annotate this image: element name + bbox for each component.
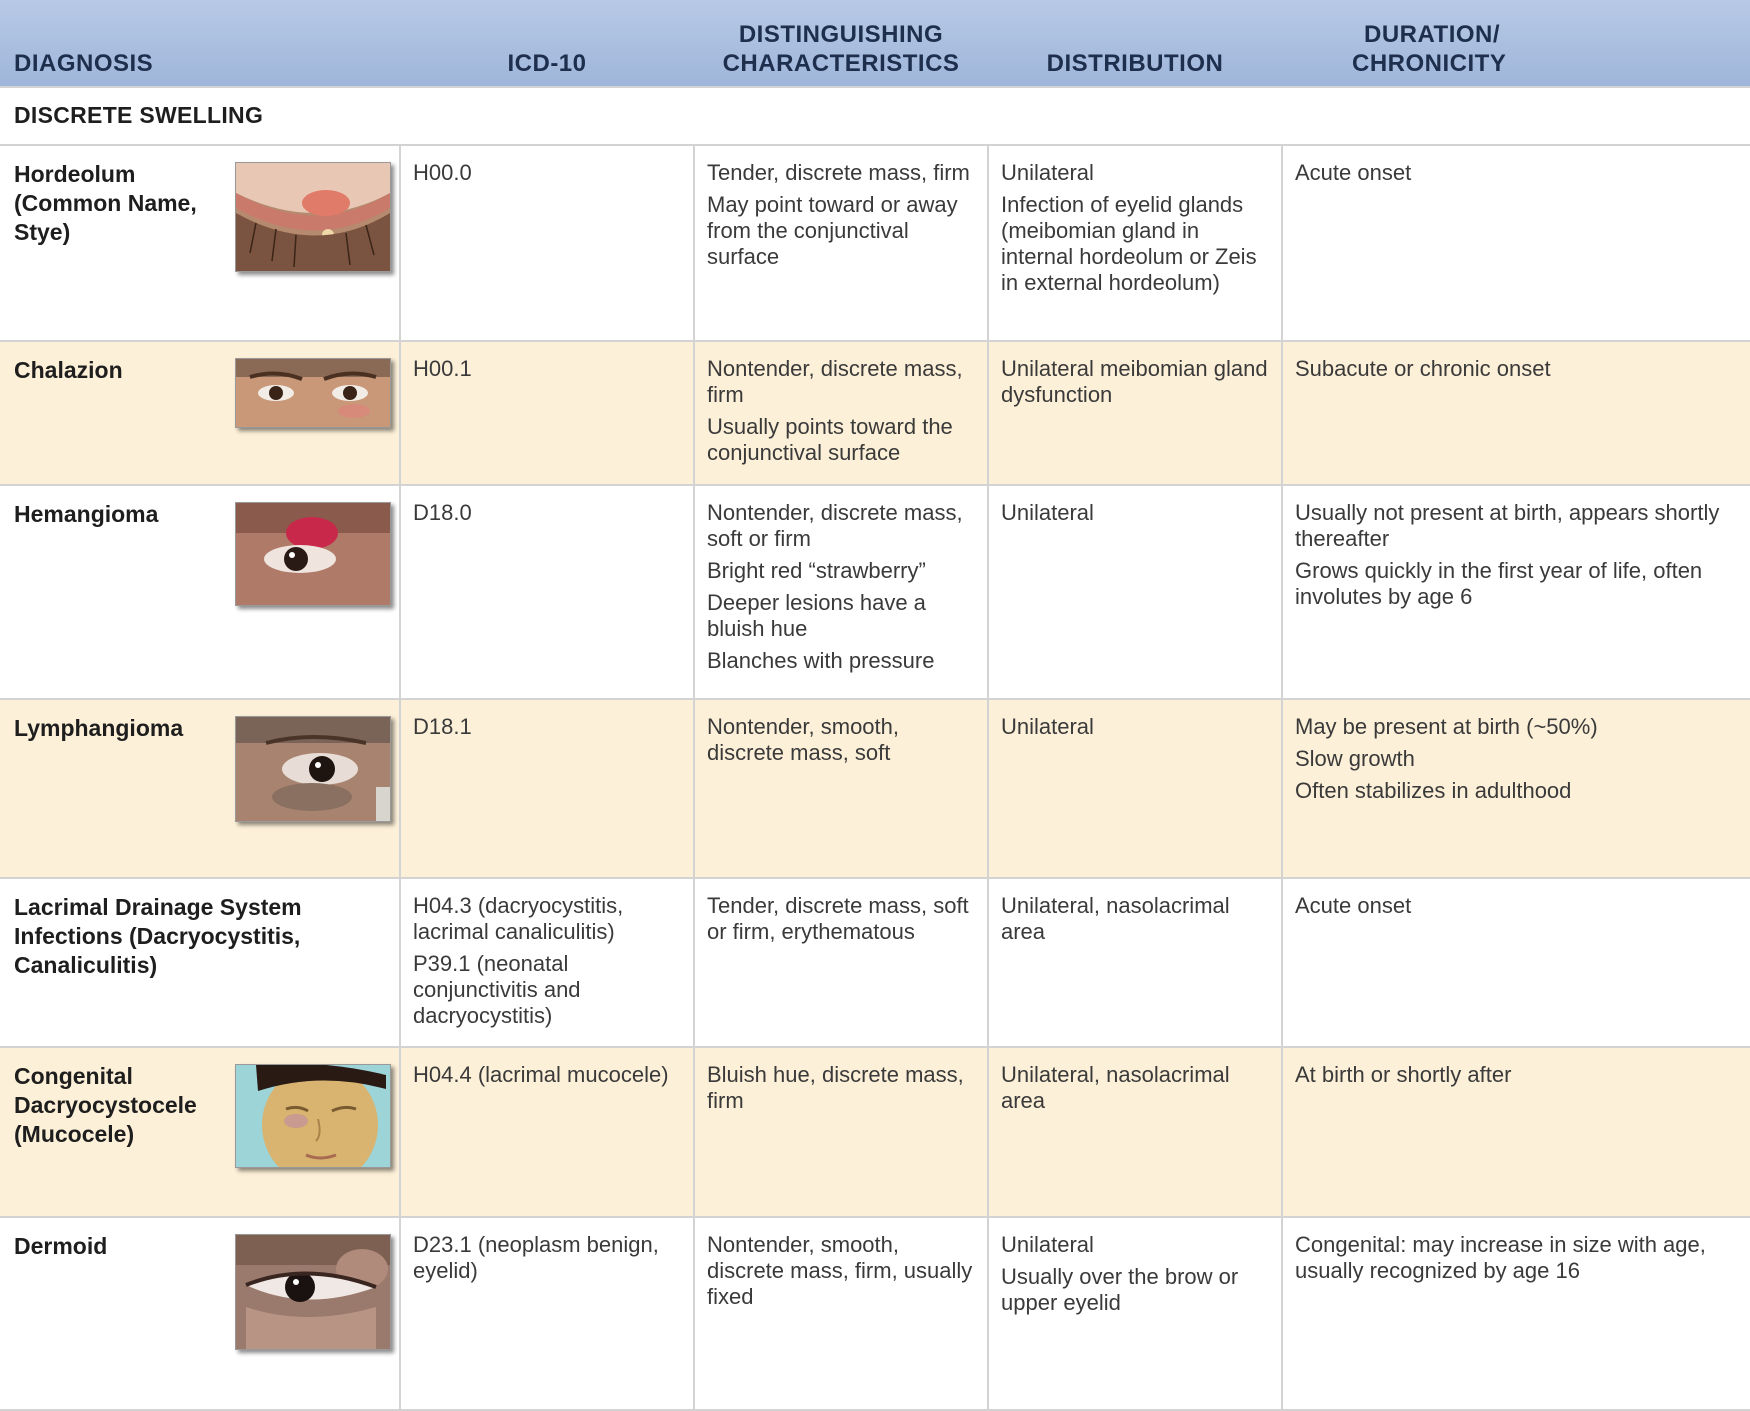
duration-text: Usually not present at birth, appears shortly thereafter [1295,500,1720,551]
diagnosis-name: Lymphangioma [14,715,184,741]
hordeolum-photo [235,162,391,272]
diagnosis-name: Dermoid [14,1233,108,1259]
diagnosis-cell [0,485,400,699]
duration-cell [1282,878,1750,1047]
icd-code: H04.3 (dacryocystitis, lacrimal canaliculitis) [413,893,624,944]
distribution-text: Unilateral [1001,714,1094,739]
distribution-cell [988,878,1282,1047]
lymphangioma-photo [235,716,391,822]
characteristics-cell [694,699,988,878]
characteristic-text: Nontender, discrete mass, soft or firm [707,500,963,551]
header-characteristics-line1: DISTINGUISHING [738,21,944,48]
diagnosis-name: Hemangioma [14,501,159,527]
diagnosis-cell [0,341,400,485]
characteristics-cell [694,485,988,699]
icd-code: H00.1 [413,356,472,381]
duration-cell [1282,1047,1750,1217]
duration-cell [1282,341,1750,485]
characteristic-text: Usually points toward the conjunctival surface [707,414,953,465]
distribution-text: Usually over the brow or upper eyelid [1001,1264,1239,1315]
icd-cell [400,699,694,878]
characteristic-text: Blanches with pressure [707,648,935,673]
characteristic-text: Bright red “strawberry” [707,558,926,583]
icd-code: D23.1 (neoplasm benign, eyelid) [413,1232,659,1283]
duration-text: Acute onset [1295,893,1412,918]
duration-text: Acute onset [1295,160,1412,185]
section-row [0,87,1750,145]
distribution-text: Unilateral [1001,500,1094,525]
icd-cell [400,341,694,485]
icd-code: P39.1 (neonatal conjunctivitis and dacryocystitis) [413,951,581,1028]
characteristic-text: Nontender, smooth, discrete mass, firm, usually fixed [707,1232,973,1309]
table-row [0,1047,1750,1217]
distribution-text: Unilateral [1001,160,1094,185]
header-row [0,0,1750,87]
distribution-cell [988,341,1282,485]
icd-cell [400,1217,694,1410]
duration-cell [1282,699,1750,878]
duration-text: Often stabilizes in adulthood [1295,778,1572,803]
table-row [0,485,1750,699]
icd-cell [400,485,694,699]
header-duration [1282,0,1750,87]
diagnosis-cell [0,145,400,341]
distribution-text: Unilateral, nasolacrimal area [1001,1062,1230,1113]
distribution-cell [988,1217,1282,1410]
characteristic-text: Tender, discrete mass, firm [707,160,970,185]
duration-text: Slow growth [1295,746,1415,771]
header-duration-line2: CHRONICITY [1352,50,1507,77]
chalazion-photo [235,358,391,428]
distribution-cell [988,699,1282,878]
header-duration-line1: DURATION/ [1364,21,1501,48]
duration-cell [1282,485,1750,699]
dacryocystocele-photo [235,1064,391,1168]
duration-text: Grows quickly in the first year of life, often involutes by age 6 [1295,558,1703,609]
characteristic-text: Nontender, discrete mass, firm [707,356,963,407]
distribution-cell [988,1047,1282,1217]
section-title: DISCRETE SWELLING [0,87,1750,145]
icd-cell [400,145,694,341]
table-row [0,341,1750,485]
icd-cell [400,878,694,1047]
characteristics-cell [694,145,988,341]
icd-code: H04.4 (lacrimal mucocele) [413,1062,669,1087]
characteristic-text: May point toward or away from the conjunctival surface [707,192,958,269]
diagnosis-cell [0,1217,400,1410]
distribution-cell [988,485,1282,699]
distribution-text: Unilateral, nasolacrimal area [1001,893,1230,944]
characteristic-text: Bluish hue, discrete mass, firm [707,1062,964,1113]
duration-cell [1282,1217,1750,1410]
distribution-text: Unilateral meibomian gland dysfunction [1001,356,1268,407]
header-characteristics-line2: CHARACTERISTICS [722,50,960,77]
table-row [0,878,1750,1047]
diagnosis-name: Congenital Dacryocystocele (Mucocele) [14,1063,197,1147]
characteristics-cell [694,878,988,1047]
diagnosis-name: Lacrimal Drainage System Infections (Dacryocystitis, Canaliculitis) [14,894,302,978]
header-icd: ICD-10 [400,0,694,87]
hemangioma-photo [235,502,391,606]
icd-cell [400,1047,694,1217]
distribution-text: Infection of eyelid glands (meibomian gland in internal hordeolum or Zeis in external hordeolum) [1001,192,1257,295]
diagnosis-cell [0,699,400,878]
dermoid-photo [235,1234,391,1350]
icd-code: H00.0 [413,160,472,185]
characteristic-text: Deeper lesions have a bluish hue [707,590,926,641]
characteristics-cell [694,341,988,485]
header-characteristics [694,0,988,87]
duration-text: Congenital: may increase in size with age, usually recognized by age 16 [1295,1232,1706,1283]
characteristic-text: Nontender, smooth, discrete mass, soft [707,714,900,765]
table-row [0,1217,1750,1410]
diagnosis-name: Chalazion [14,357,123,383]
duration-text: At birth or shortly after [1295,1062,1512,1087]
duration-text: Subacute or chronic onset [1295,356,1551,381]
duration-text: May be present at birth (~50%) [1295,714,1598,739]
icd-code: D18.1 [413,714,472,739]
header-diagnosis: DIAGNOSIS [0,0,400,87]
characteristics-cell [694,1047,988,1217]
table-row [0,145,1750,341]
header-distribution: DISTRIBUTION [988,0,1282,87]
diagnosis-cell [0,1047,400,1217]
table-row [0,699,1750,878]
distribution-cell [988,145,1282,341]
distribution-text: Unilateral [1001,1232,1094,1257]
duration-cell [1282,145,1750,341]
characteristic-text: Tender, discrete mass, soft or firm, erythematous [707,893,969,944]
diagnosis-cell [0,878,400,1047]
characteristics-cell [694,1217,988,1410]
icd-code: D18.0 [413,500,472,525]
diagnosis-name: Hordeolum (Common Name, Stye) [14,161,197,245]
